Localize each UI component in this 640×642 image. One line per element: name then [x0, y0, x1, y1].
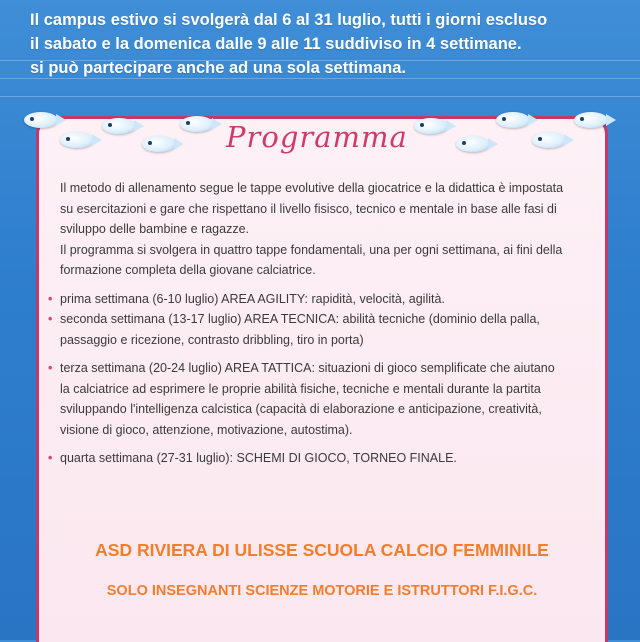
intro-line: sviluppo delle bambine e ragazze. — [60, 222, 250, 236]
intro-line: su esercitazioni e gare che rispettano il livello fisisco, tecnico e mentale in base alle fasi di — [60, 201, 557, 216]
campus-info-line: il sabato e la domenica dalle 9 alle 11 suddiviso in 4 settimane. — [30, 35, 522, 53]
program-title: Programma — [226, 120, 408, 154]
week-1-item: • prima settimana (6-10 luglio) AREA AGILITY: rapidità, velocità, agilità. — [48, 289, 600, 310]
campus-info — [30, 8, 630, 80]
fish-icon — [574, 112, 608, 128]
fish-icon — [532, 132, 566, 148]
week-3-item: • terza settimana (20-24 luglio) AREA TATTICA: situazioni di gioco semplificate che aiutano — [48, 358, 600, 379]
campus-info-line: Il campus estivo si svolgerà dal 6 al 31 luglio, tutti i giorni escluso — [30, 11, 548, 29]
intro-line: Il programma si svolgera in quattro tappe fondamentali, una per ogni settimana, ai fini della — [60, 242, 563, 257]
week-4-item: • quarta settimana (27-31 luglio): SCHEMI DI GIOCO, TORNEO FINALE. — [48, 448, 600, 469]
fish-icon — [60, 132, 94, 148]
fish-icon — [142, 136, 176, 152]
intro-line: formazione completa della giovane calciatrice. — [60, 263, 316, 277]
fish-icon — [496, 112, 530, 128]
week-2-item: • seconda settimana (13-17 luglio) AREA TECNICA: abilità tecniche (dominio della palla, — [48, 309, 600, 330]
fish-icon — [102, 118, 136, 134]
week-3-item-cont: visione di gioco, attenzione, motivazione, autostima). — [60, 422, 353, 437]
campus-info-line: si può partecipare anche ad una sola settimana. — [30, 59, 406, 77]
fish-icon — [456, 136, 490, 152]
week-3-item-cont: sviluppando l'intelligenza calcistica (capacità di elaborazione e anticipazione, creatività, — [60, 402, 542, 416]
intro-line: Il metodo di allenamento segue le tappe evolutive della giocatrice e la didattica è impostata — [60, 181, 564, 195]
week-2-item-cont: passaggio e ricezione, contrasto dribbling, tiro in porta) — [60, 332, 364, 347]
fish-icon — [24, 112, 58, 128]
week-3-item-cont: la calciatrice ad esprimere le proprie abilità fisiche, tecniche e mentali durante la partita — [60, 381, 541, 396]
fish-icon — [180, 116, 214, 132]
fish-icon — [414, 118, 448, 134]
school-name: ASD RIVIERA DI ULISSE SCUOLA CALCIO FEMMINILE — [95, 540, 549, 560]
program-description — [60, 178, 600, 469]
teachers-note: SOLO INSEGNANTI SCIENZE MOTORIE E ISTRUTTORI F.I.G.C. — [106, 583, 538, 599]
